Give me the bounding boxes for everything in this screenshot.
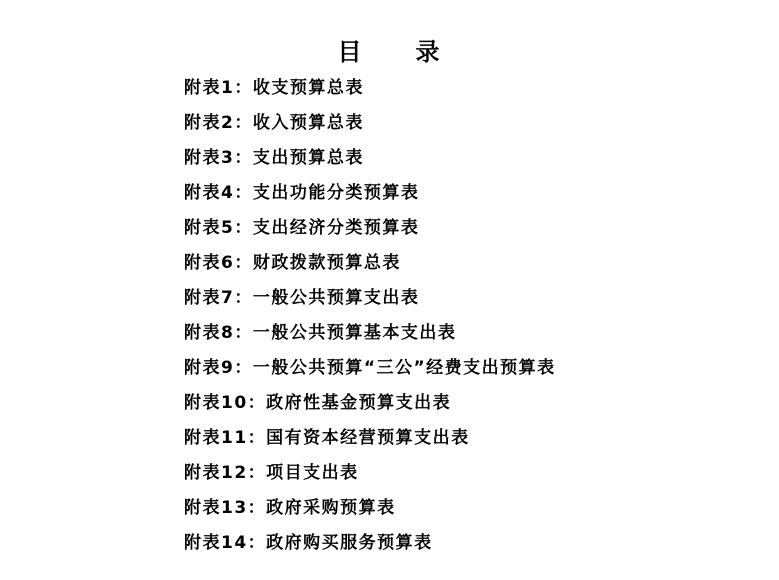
toc-item: 附表12：项目支出表 (184, 463, 359, 483)
toc-item: 附表11：国有资本经营预算支出表 (184, 428, 470, 448)
toc-item: 附表8：一般公共预算基本支出表 (184, 323, 457, 343)
table-of-contents (184, 76, 556, 566)
toc-item: 附表7：一般公共预算支出表 (184, 288, 420, 308)
toc-item: 附表14：政府购买服务预算表 (184, 533, 433, 553)
toc-item: 附表4：支出功能分类预算表 (184, 183, 420, 203)
page-title (0, 32, 779, 67)
toc-item: 附表1：收支预算总表 (184, 78, 364, 98)
toc-item: 附表10：政府性基金预算支出表 (184, 393, 452, 413)
toc-item: 附表13：政府采购预算表 (184, 498, 396, 518)
toc-item: 附表2：收入预算总表 (184, 113, 364, 133)
toc-item: 附表6：财政拨款预算总表 (184, 253, 401, 273)
title-char-2: 录 (415, 38, 442, 66)
toc-item: 附表5：支出经济分类预算表 (184, 218, 420, 238)
title-char-1: 目 (337, 38, 364, 66)
toc-item: 附表9：一般公共预算“三公”经费支出预算表 (184, 358, 556, 378)
toc-item: 附表3：支出预算总表 (184, 148, 364, 168)
